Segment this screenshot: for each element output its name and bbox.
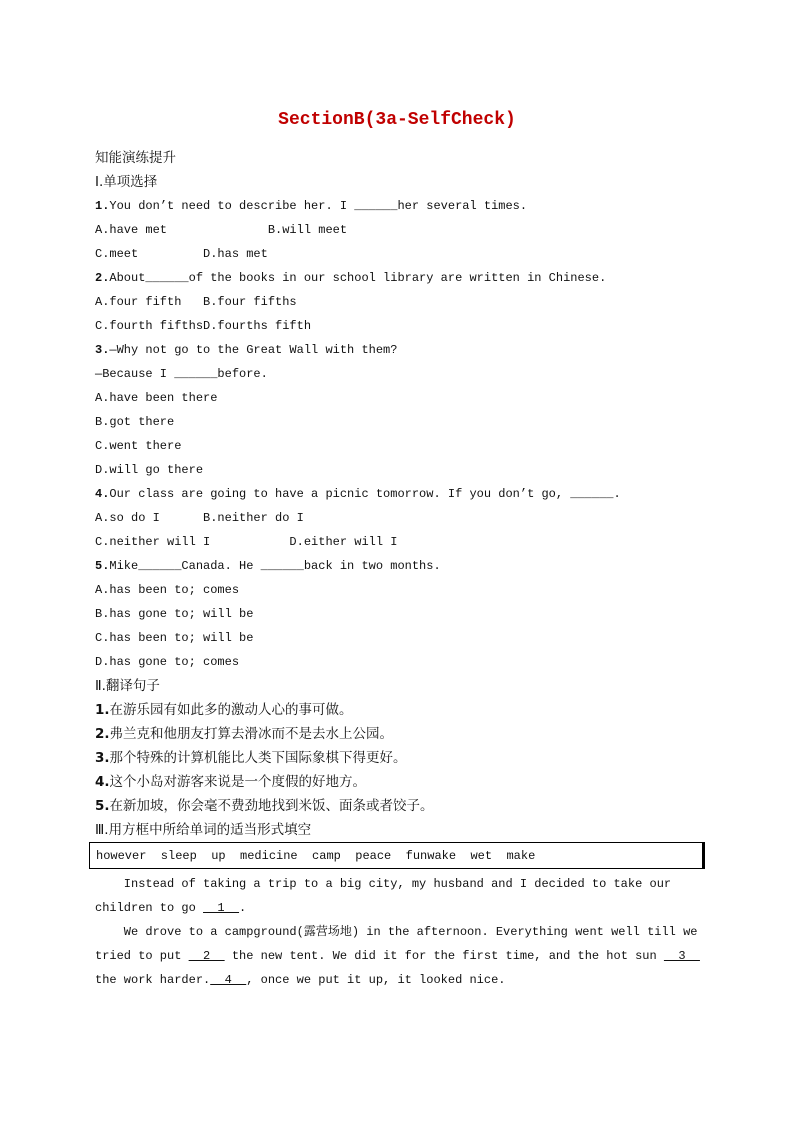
question-text: —Because I ______before. — [95, 367, 268, 381]
passage-line — [95, 944, 700, 968]
blank-1: 1 — [203, 901, 240, 915]
blank-2: 2 — [188, 949, 225, 963]
passage-text: children to go — [95, 901, 204, 915]
page-title: SectionB(3a-SelfCheck) — [278, 110, 516, 130]
passage-line: We drove to a campground(露营场地) in the afternoon. Everything went well till we — [95, 925, 698, 939]
question-text: C.neither will I D.either will I — [95, 535, 398, 549]
section-heading: 知能演练提升 — [95, 150, 176, 166]
question-text: C.fourth fifthsD.fourths fifth — [95, 319, 312, 333]
question-line — [95, 506, 715, 530]
part3-label: Ⅲ.用方框中所给单词的适当形式填空 — [95, 822, 312, 838]
question-text: 那个特殊的计算机能比人类下国际象棋下得更好。 — [109, 750, 407, 766]
question-line — [95, 218, 715, 242]
question-line — [95, 194, 715, 218]
question-line — [95, 290, 715, 314]
question-number: 3. — [95, 750, 110, 766]
exercise-content — [95, 146, 715, 842]
blank-4: 4 — [210, 973, 247, 987]
question-text: You don’t need to describe her. I ______her several times. — [109, 199, 528, 213]
question-text: D.has gone to; comes — [95, 655, 240, 669]
question-text: 在游乐园有如此多的激动人心的事可做。 — [109, 702, 353, 718]
passage-text: the work harder. — [95, 973, 211, 987]
question-line — [95, 458, 715, 482]
question-text: 在新加坡，你会毫不费劲地找到米饭、面条或者饺子。 — [109, 798, 434, 814]
question-line — [95, 338, 715, 362]
question-line — [95, 626, 715, 650]
question-text: C.went there — [95, 439, 182, 453]
question-line — [95, 482, 715, 506]
question-line — [95, 410, 715, 434]
question-text: A.have been there — [95, 391, 218, 405]
question-text: B.has gone to; will be — [95, 607, 254, 621]
question-text: C.has been to; will be — [95, 631, 254, 645]
word-box: however sleep up medicine camp peace funwake wet make — [89, 842, 705, 869]
question-text: C.meet D.has met — [95, 247, 268, 261]
part1-questions — [95, 194, 715, 674]
part2-label: Ⅱ.翻译句子 — [95, 678, 160, 694]
passage-line — [95, 968, 695, 992]
question-number: 5. — [95, 559, 110, 573]
question-text: Our class are going to have a picnic tomorrow. If you don’t go, ______. — [109, 487, 621, 501]
passage-text: , once we put it up, it looked nice. — [246, 973, 506, 987]
question-line — [95, 386, 715, 410]
question-text: About______of the books in our school library are written in Chinese. — [109, 271, 607, 285]
question-text: A.has been to; comes — [95, 583, 240, 597]
question-number: 5. — [95, 798, 110, 814]
question-number: 4. — [95, 487, 110, 501]
question-text: A.four fifth B.four fifths — [95, 295, 297, 309]
question-text: A.so do I B.neither do I — [95, 511, 304, 525]
question-line — [95, 650, 715, 674]
question-number: 1. — [95, 199, 110, 213]
question-text: A.have met B.will meet — [95, 223, 348, 237]
passage-text: the new tent. We did it for the first time, and the hot sun — [224, 949, 664, 963]
question-line — [95, 578, 715, 602]
question-line — [95, 770, 715, 794]
part1-label: Ⅰ.单项选择 — [95, 174, 158, 190]
question-number: 2. — [95, 726, 110, 742]
passage-line — [95, 896, 695, 920]
question-text: 弗兰克和他朋友打算去滑冰而不是去水上公园。 — [109, 726, 394, 742]
question-line — [95, 794, 715, 818]
question-line — [95, 314, 715, 338]
passage — [95, 872, 700, 992]
question-line — [95, 746, 715, 770]
question-line — [95, 722, 715, 746]
question-line — [95, 266, 715, 290]
question-line — [95, 434, 715, 458]
passage-text: tried to put — [95, 949, 189, 963]
question-line — [95, 242, 715, 266]
passage-line: Instead of taking a trip to a big city, my husband and I decided to take our — [95, 877, 672, 891]
question-line — [95, 530, 715, 554]
question-number: 2. — [95, 271, 110, 285]
question-number: 1. — [95, 702, 110, 718]
question-text: Mike______Canada. He ______back in two months. — [109, 559, 441, 573]
blank-3: 3 — [663, 949, 700, 963]
question-line — [95, 554, 715, 578]
question-text: 这个小岛对游客来说是一个度假的好地方。 — [109, 774, 367, 790]
question-line — [95, 698, 715, 722]
question-text: —Why not go to the Great Wall with them? — [109, 343, 398, 357]
question-line — [95, 362, 715, 386]
question-line — [95, 602, 715, 626]
part2-sentences — [95, 698, 715, 818]
question-text: D.will go there — [95, 463, 204, 477]
question-number: 4. — [95, 774, 110, 790]
question-number: 3. — [95, 343, 110, 357]
question-text: B.got there — [95, 415, 175, 429]
passage-text: . — [239, 901, 247, 915]
